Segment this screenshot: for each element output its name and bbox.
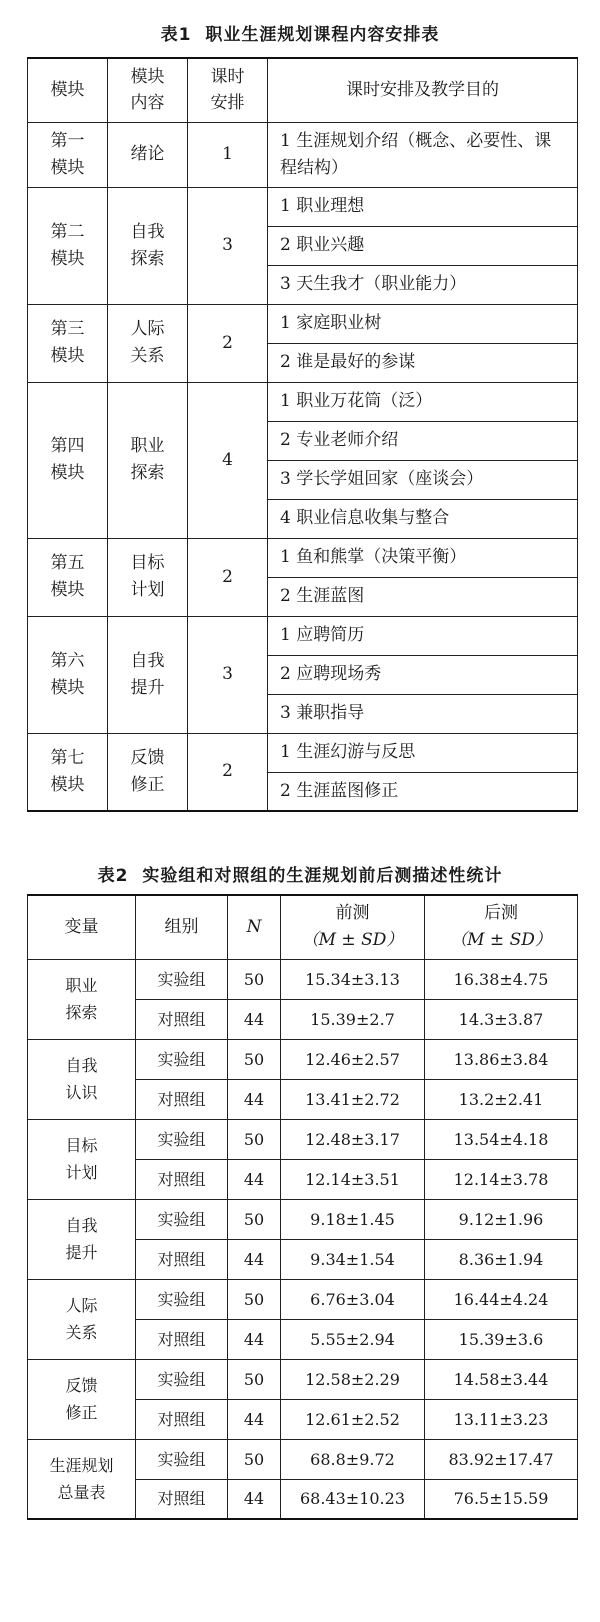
module-content: 反馈修正: [130, 747, 165, 795]
pretest-cell: 68.43±10.23: [281, 1479, 425, 1519]
table2-header-pre-label: 前测: [335, 903, 370, 924]
module-content: 人际关系: [130, 319, 165, 366]
pretest-cell: 12.14±3.51: [281, 1159, 425, 1199]
n-cell: 44: [228, 1399, 281, 1439]
module-content-cell: [108, 538, 188, 616]
posttest-cell: 14.58±3.44: [425, 1359, 578, 1399]
table1-caption-title: 职业生涯规划课程内容安排表: [205, 25, 440, 45]
table2-row: [28, 1119, 578, 1159]
table1-header-hours-label: 课时安排: [210, 67, 245, 114]
posttest-cell: 16.44±4.24: [425, 1279, 578, 1319]
table2-header-row: [28, 895, 578, 959]
lesson-goal-cell: 1 职业万花筒（泛）: [268, 382, 578, 421]
n-cell: 50: [228, 1439, 281, 1479]
table1-header-hours: [188, 58, 268, 122]
variable-name-cell: [28, 1039, 136, 1119]
group-cell: 实验组: [136, 1279, 228, 1319]
group-cell: 对照组: [136, 1319, 228, 1359]
group-cell: 对照组: [136, 1159, 228, 1199]
posttest-cell: 13.86±3.84: [425, 1039, 578, 1079]
group-cell: 实验组: [136, 959, 228, 999]
posttest-cell: 9.12±1.96: [425, 1199, 578, 1239]
group-cell: 对照组: [136, 1399, 228, 1439]
module-name: 第六模块: [50, 650, 85, 698]
module-name: 第一模块: [50, 130, 85, 178]
module-content: 绪论: [130, 144, 165, 164]
lesson-goal-cell: 2 专业老师介绍: [268, 421, 578, 460]
table1-header-goals: 课时安排及教学目的: [268, 58, 578, 122]
module-name-cell: [28, 616, 108, 733]
lesson-goal-cell: 2 生涯蓝图: [268, 577, 578, 616]
pretest-cell: 5.55±2.94: [281, 1319, 425, 1359]
pretest-cell: 6.76±3.04: [281, 1279, 425, 1319]
n-cell: 44: [228, 1079, 281, 1119]
posttest-cell: 13.11±3.23: [425, 1399, 578, 1439]
table2-header-group: 组别: [136, 895, 228, 959]
lesson-goal-cell: 1 家庭职业树: [268, 304, 578, 343]
pretest-cell: 12.46±2.57: [281, 1039, 425, 1079]
table1-caption-number: 表1: [160, 25, 192, 45]
pretest-cell: 15.34±3.13: [281, 959, 425, 999]
lesson-goal-cell: 3 天生我才（职业能力）: [268, 265, 578, 304]
n-cell: 44: [228, 1479, 281, 1519]
variable-name: 人际关系: [65, 1296, 98, 1342]
module-name-cell: [28, 538, 108, 616]
posttest-cell: 13.54±4.18: [425, 1119, 578, 1159]
table1-header-row: [28, 58, 578, 122]
module-content-cell: [108, 187, 188, 304]
table1-row: [28, 616, 578, 655]
posttest-cell: 16.38±4.75: [425, 959, 578, 999]
variable-name-cell: [28, 1439, 136, 1519]
posttest-cell: 76.5±15.59: [425, 1479, 578, 1519]
group-cell: 实验组: [136, 1039, 228, 1079]
lesson-goal-cell: 2 谁是最好的参谋: [268, 343, 578, 382]
module-name: 第三模块: [50, 319, 85, 366]
table2-row: [28, 1199, 578, 1239]
module-hours-cell: 4: [188, 382, 268, 538]
module-content: 目标计划: [130, 553, 165, 600]
posttest-cell: 8.36±1.94: [425, 1239, 578, 1279]
module-content-cell: [108, 304, 188, 382]
n-cell: 50: [228, 1199, 281, 1239]
table2-row: [28, 1439, 578, 1479]
module-hours-cell: 3: [188, 616, 268, 733]
descriptive-statistics-table: [27, 894, 578, 1520]
table2-row: [28, 1039, 578, 1079]
module-hours-cell: 1: [188, 122, 268, 187]
table1-header-module: 模块: [28, 58, 108, 122]
table2-header-pre-sub: （M ± SD）: [301, 930, 404, 951]
group-cell: 对照组: [136, 999, 228, 1039]
variable-name: 自我认识: [65, 1056, 98, 1102]
module-name-cell: [28, 122, 108, 187]
pretest-cell: 68.8±9.72: [281, 1439, 425, 1479]
module-hours-cell: 2: [188, 538, 268, 616]
module-hours-cell: 2: [188, 304, 268, 382]
table2-caption: [0, 861, 600, 886]
lesson-goal-cell: 1 鱼和熊掌（决策平衡）: [268, 538, 578, 577]
module-name: 第二模块: [50, 221, 85, 269]
module-name-cell: [28, 382, 108, 538]
posttest-cell: 15.39±3.6: [425, 1319, 578, 1359]
lesson-goal-cell: 1 职业理想: [268, 187, 578, 226]
lesson-goal-cell: 4 职业信息收集与整合: [268, 499, 578, 538]
table1-body: [28, 122, 578, 811]
module-content-cell: [108, 733, 188, 811]
group-cell: 对照组: [136, 1479, 228, 1519]
posttest-cell: 83.92±17.47: [425, 1439, 578, 1479]
table1-row: [28, 382, 578, 421]
n-cell: 44: [228, 1159, 281, 1199]
n-cell: 44: [228, 999, 281, 1039]
table2-header-n: N: [228, 895, 281, 959]
variable-name: 生涯规划总量表: [49, 1455, 114, 1502]
n-cell: 50: [228, 1039, 281, 1079]
module-content-cell: [108, 122, 188, 187]
pretest-cell: 12.58±2.29: [281, 1359, 425, 1399]
variable-name: 反馈修正: [65, 1376, 98, 1422]
pretest-cell: 9.34±1.54: [281, 1239, 425, 1279]
table2-header-post-sub: （M ± SD）: [450, 930, 552, 951]
n-cell: 44: [228, 1319, 281, 1359]
variable-name-cell: [28, 959, 136, 1039]
posttest-cell: 13.2±2.41: [425, 1079, 578, 1119]
group-cell: 对照组: [136, 1079, 228, 1119]
group-cell: 对照组: [136, 1239, 228, 1279]
course-schedule-table: [27, 57, 578, 812]
group-cell: 实验组: [136, 1119, 228, 1159]
n-cell: 50: [228, 1119, 281, 1159]
module-name: 第七模块: [50, 747, 85, 795]
lesson-goal-cell: 1 生涯规划介绍（概念、必要性、课程结构）: [268, 122, 578, 187]
lesson-goal-cell: 1 生涯幻游与反思: [268, 733, 578, 772]
table2-caption-title: 实验组和对照组的生涯规划前后测描述性统计: [142, 866, 503, 886]
module-name: 第五模块: [50, 553, 85, 600]
group-cell: 实验组: [136, 1359, 228, 1399]
pretest-cell: 15.39±2.7: [281, 999, 425, 1039]
variable-name: 目标计划: [65, 1136, 98, 1182]
table1-row: [28, 304, 578, 343]
module-name-cell: [28, 304, 108, 382]
lesson-goal-cell: 2 生涯蓝图修正: [268, 772, 578, 811]
variable-name: 自我提升: [65, 1216, 98, 1262]
module-name: 第四模块: [50, 436, 85, 483]
module-name-cell: [28, 187, 108, 304]
table2-row: [28, 959, 578, 999]
group-cell: 实验组: [136, 1439, 228, 1479]
module-hours-cell: 2: [188, 733, 268, 811]
table2-row: [28, 1359, 578, 1399]
table2-header-pre: [281, 895, 425, 959]
pretest-cell: 12.61±2.52: [281, 1399, 425, 1439]
variable-name: 职业探索: [65, 976, 98, 1022]
n-cell: 50: [228, 1279, 281, 1319]
module-name-cell: [28, 733, 108, 811]
module-content: 职业探索: [130, 436, 165, 483]
module-content-cell: [108, 616, 188, 733]
n-cell: 50: [228, 1359, 281, 1399]
table1-row: [28, 187, 578, 226]
module-content: 自我提升: [130, 650, 165, 698]
lesson-goal-cell: 3 兼职指导: [268, 694, 578, 733]
table2-body: [28, 959, 578, 1519]
variable-name-cell: [28, 1279, 136, 1359]
posttest-cell: 12.14±3.78: [425, 1159, 578, 1199]
variable-name-cell: [28, 1119, 136, 1199]
group-cell: 实验组: [136, 1199, 228, 1239]
lesson-goal-cell: 2 职业兴趣: [268, 226, 578, 265]
variable-name-cell: [28, 1199, 136, 1279]
pretest-cell: 13.41±2.72: [281, 1079, 425, 1119]
table1-header-content-label: 模块内容: [130, 67, 165, 114]
table1-caption: [0, 20, 600, 45]
table1-header-content: [108, 58, 188, 122]
n-cell: 50: [228, 959, 281, 999]
lesson-goal-cell: 1 应聘简历: [268, 616, 578, 655]
table1-row: [28, 122, 578, 187]
variable-name-cell: [28, 1359, 136, 1439]
table1-row: [28, 733, 578, 772]
table1-row: [28, 538, 578, 577]
table2-header-post-label: 后测: [484, 903, 518, 924]
lesson-goal-cell: 3 学长学姐回家（座谈会）: [268, 460, 578, 499]
table2-header-variable: 变量: [28, 895, 136, 959]
table2-caption-number: 表2: [97, 866, 129, 886]
module-content-cell: [108, 382, 188, 538]
module-hours-cell: 3: [188, 187, 268, 304]
pretest-cell: 12.48±3.17: [281, 1119, 425, 1159]
table2-row: [28, 1279, 578, 1319]
module-content: 自我探索: [130, 221, 165, 269]
pretest-cell: 9.18±1.45: [281, 1199, 425, 1239]
n-cell: 44: [228, 1239, 281, 1279]
posttest-cell: 14.3±3.87: [425, 999, 578, 1039]
table2-header-post: [425, 895, 578, 959]
lesson-goal-cell: 2 应聘现场秀: [268, 655, 578, 694]
